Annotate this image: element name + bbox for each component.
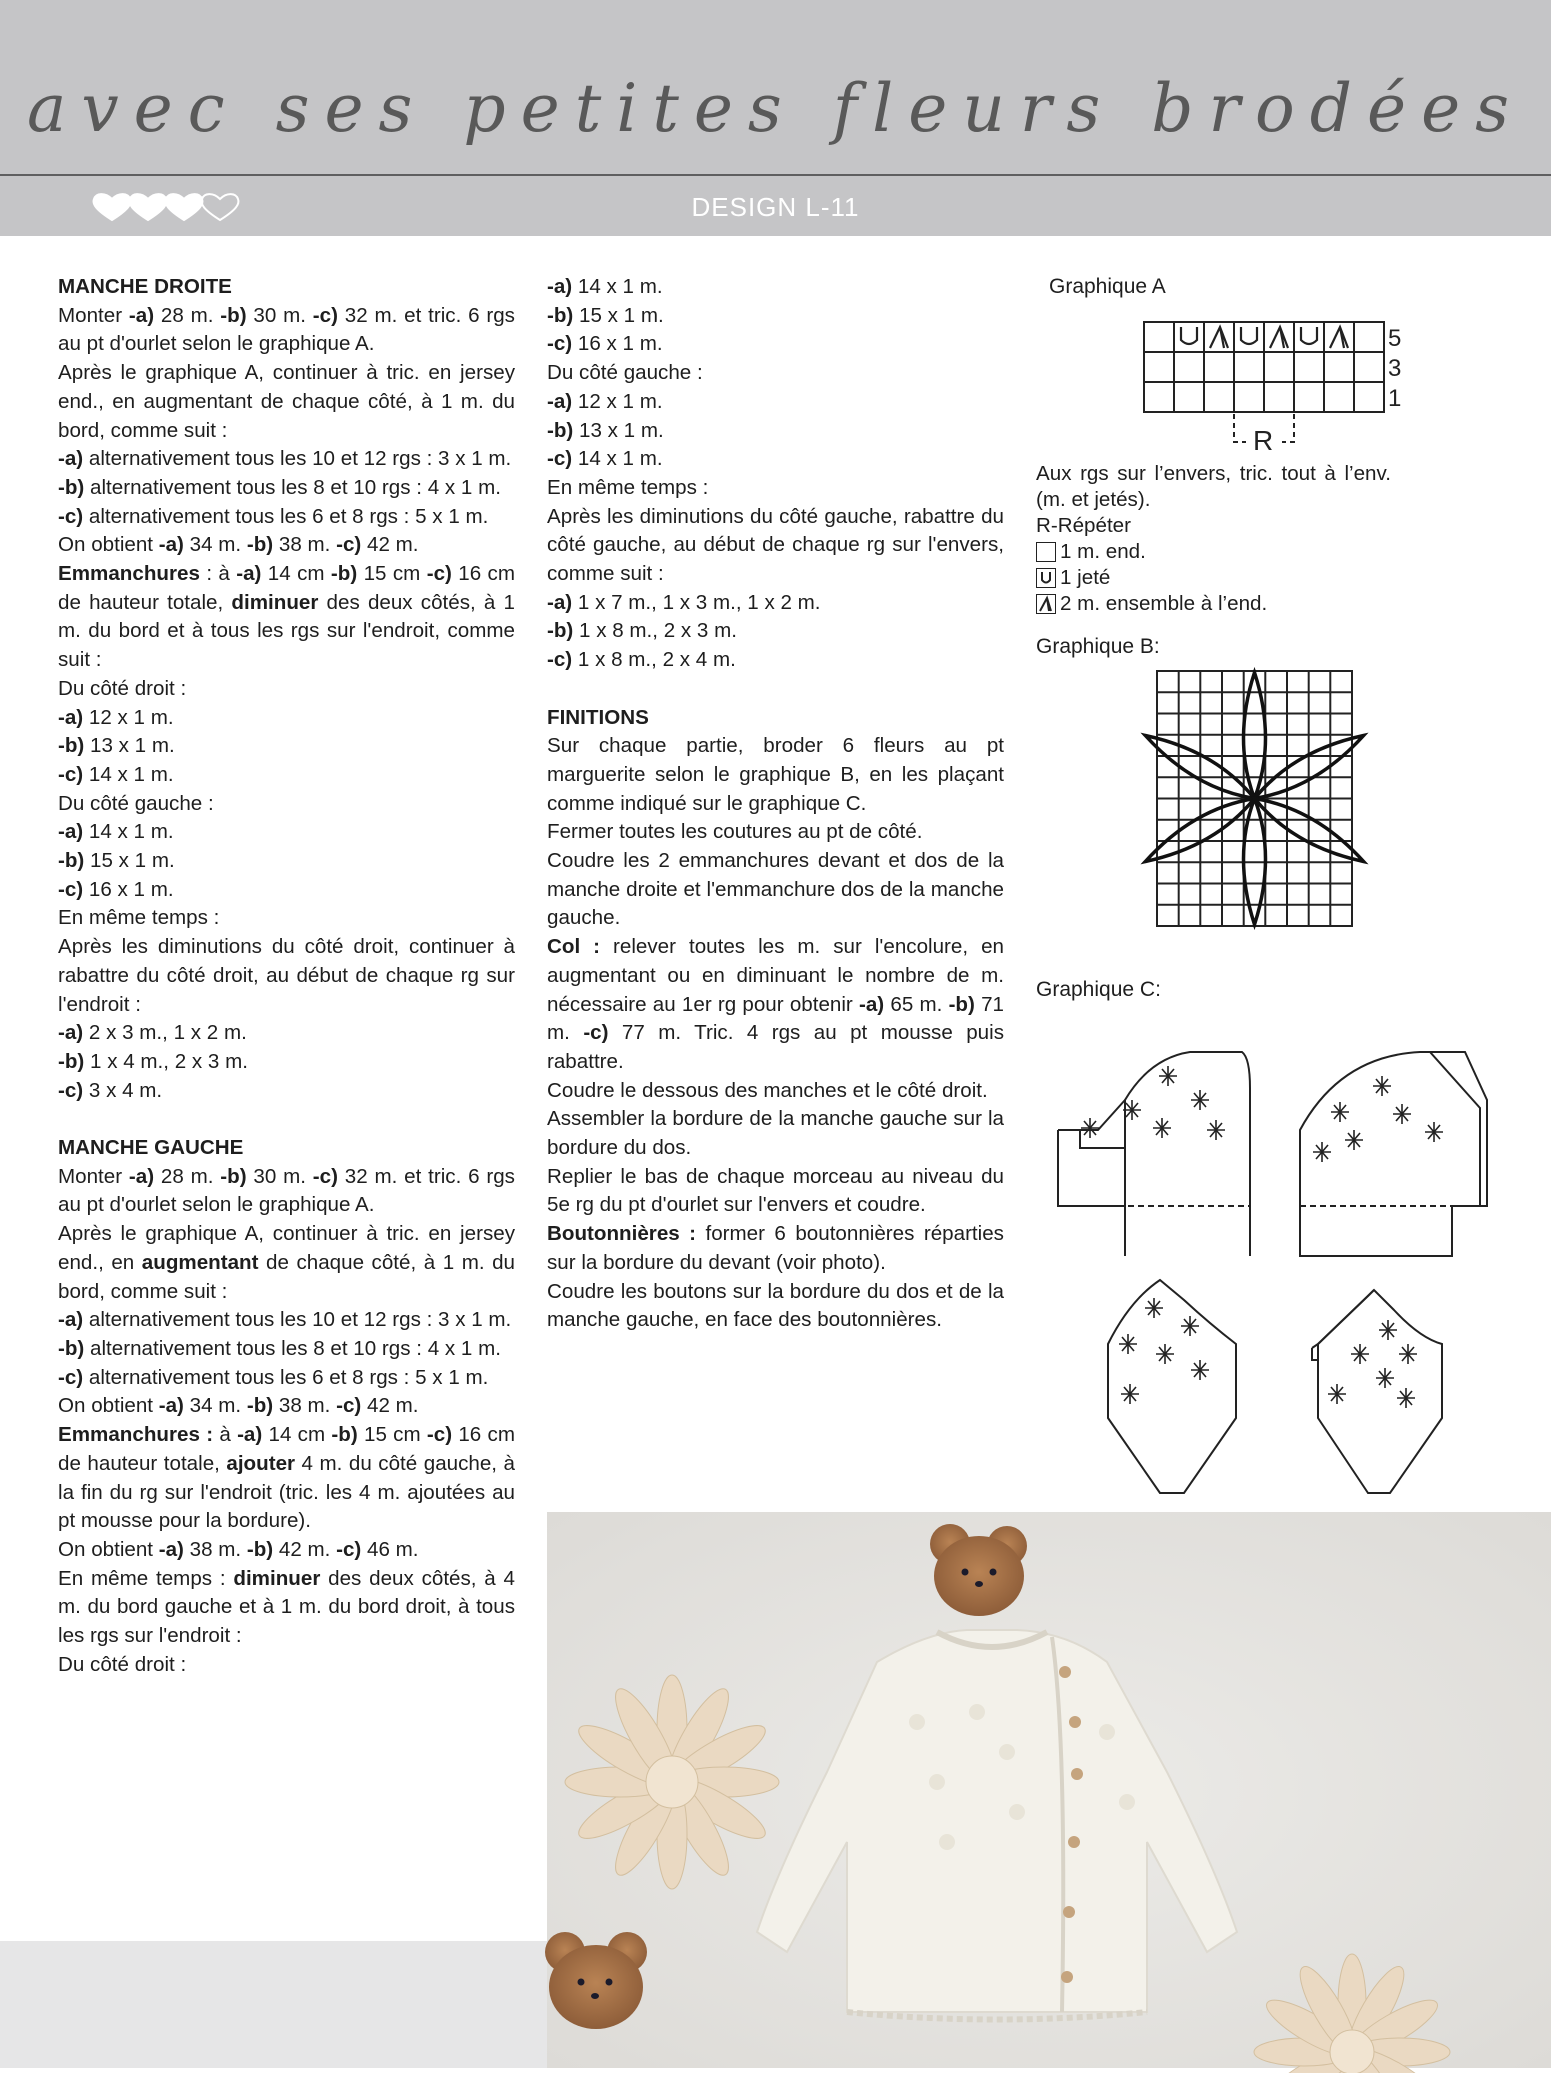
col1-paragraph: En même temps : [58,906,220,930]
page-title: avec ses petites fleurs brodées [26,70,1525,147]
col1-paragraph: MANCHE GAUCHE [58,1136,244,1160]
chart-a-row-5: 5 [1388,325,1402,352]
col1-paragraph: -b) 13 x 1 m. [58,734,175,758]
col1-paragraph: -a) 12 x 1 m. [58,705,174,729]
col2-paragraph: -c) 1 x 8 m., 2 x 4 m. [547,648,736,672]
col1-paragraph: Du côté gauche : [58,791,214,815]
col2-paragraph: Fermer toutes les coutures au pt de côté. [547,820,923,844]
col2-paragraph: Replier le bas de chaque morceau au niveau du 5e rg du pt d'ourlet sur l'envers et coudre. [547,1164,1004,1217]
knit-two-together-icon [1036,594,1056,614]
sleeve-piece-left [1108,1280,1236,1493]
col1-paragraph: Du côté droit : [58,1652,187,1676]
col2-paragraph: -b) 13 x 1 m. [547,418,664,442]
col1-paragraph: -a) alternativement tous les 10 et 12 rgs : 3 x 1 m. [58,1308,512,1332]
col1-paragraph: -b) 15 x 1 m. [58,849,175,873]
col2-paragraph: -c) 16 x 1 m. [547,332,663,356]
col2-paragraph: Col : relever toutes les m. sur l'encolure, en augmentant ou en diminuant le nombre de m. nécessaire au 1er rg pour obtenir -a) 65 m. -b) 71 m. -c) 77 m. Tric. 4 rgs au pt mousse puis rabattre. [547,935,1004,1073]
col1-paragraph: -b) alternativement tous les 8 et 10 rgs : 4 x 1 m. [58,1337,501,1360]
chart-a-repeat-label: R [1253,425,1274,456]
legend-k2tog: 2 m. ensemble à l’end. [1060,592,1268,615]
chart-b-flower-diagram [1155,669,1355,929]
col2-paragraph: Assembler la bordure de la manche gauche sur la bordure du dos. [547,1107,1004,1160]
col1-paragraph: Monter -a) 28 m. -b) 30 m. -c) 32 m. et tric. 6 rgs au pt d'ourlet selon le graphique A. [58,1164,515,1217]
col1-paragraph: -c) 16 x 1 m. [58,877,174,901]
footer-band [0,1941,547,2068]
chart-a-legend [1036,461,1391,617]
col2-paragraph: Du côté gauche : [547,361,703,385]
col1-paragraph: Emmanchures : à -a) 14 cm -b) 15 cm -c) 16 cm de hauteur totale, ajouter 4 m. du côté gauche, à la fin du rg sur l'endroit (tric. les 4 m. ajoutées au pt mousse pour la bordure). [58,1423,515,1533]
col2-paragraph: Coudre le dessous des manches et le côté droit. [547,1078,988,1102]
col1-paragraph: Monter -a) 28 m. -b) 30 m. -c) 32 m. et tric. 6 rgs au pt d'ourlet selon le graphique A. [58,303,515,356]
col1-paragraph: Après le graphique A, continuer à tric. en jersey end., en augmentant de chaque côté, à 1 m. du bord, comme suit : [58,361,515,442]
col2-paragraph: -b) 15 x 1 m. [547,303,664,327]
col1-paragraph: -c) alternativement tous les 6 et 8 rgs : 5 x 1 m. [58,504,489,528]
legend-intro: Aux rgs sur l’envers, tric. tout à l’env. (m. et jetés). [1036,462,1391,511]
col1-paragraph: On obtient -a) 38 m. -b) 42 m. -c) 46 m. [58,1537,419,1561]
sweater-photo [547,1512,1551,2068]
col1-paragraph: On obtient -a) 34 m. -b) 38 m. -c) 42 m. [58,1394,419,1418]
col1-paragraph: -c) 14 x 1 m. [58,762,174,786]
col1-paragraph: -a) alternativement tous les 10 et 12 rgs : 3 x 1 m. [58,447,512,471]
legend-repeat: R-Répéter [1036,514,1131,537]
col2-paragraph: -a) 14 x 1 m. [547,275,663,298]
col2-paragraph [547,675,1004,704]
col2-paragraph: Coudre les boutons sur la bordure du dos et de la manche gauche, en face des boutonnières. [547,1279,1004,1332]
col2-paragraph: FINITIONS [547,705,649,729]
knit-stitch-icon [1036,542,1056,562]
front-piece-left [1125,1052,1250,1256]
yarn-over-icon [1036,568,1056,588]
col1-paragraph: Après le graphique A, continuer à tric. en jersey end., en augmentant de chaque côté, à 1 m. du bord, comme suit : [58,1222,516,1303]
col2-paragraph: Boutonnières : former 6 boutonnières réparties sur la bordure du devant (voir photo). [547,1222,1004,1274]
col2-paragraph: -c) 14 x 1 m. [547,447,663,471]
col1-paragraph: -c) 3 x 4 m. [58,1078,163,1102]
chart-a-grid [1140,318,1402,456]
col2-paragraph: -a) 12 x 1 m. [547,389,663,413]
col1-paragraph: -a) 2 x 3 m., 1 x 2 m. [58,1021,247,1045]
col1-paragraph: -a) 14 x 1 m. [58,820,174,844]
col1-paragraph: En même temps : diminuer des deux côtés, à 4 m. du bord gauche et à 1 m. du bord droit, à tous les rgs sur l'endroit : [58,1566,516,1648]
chart-a-row-1: 1 [1388,385,1402,412]
col2-paragraph: -b) 1 x 8 m., 2 x 3 m. [547,619,737,643]
chart-c-garment-pieces [1050,1048,1490,1493]
col1-paragraph [58,1105,515,1134]
instructions-column-2 [547,273,1004,1335]
chart-c-title: Graphique C: [1036,978,1161,1001]
col1-paragraph: -c) alternativement tous les 6 et 8 rgs : 5 x 1 m. [58,1365,489,1389]
design-code: DESIGN L-11 [691,192,860,222]
legend-knit: 1 m. end. [1060,540,1146,563]
col2-paragraph: Après les diminutions du côté gauche, rabattre du côté gauche, au début de chaque rg sur l'envers, comme suit : [547,504,1004,586]
col1-paragraph: -b) alternativement tous les 8 et 10 rgs : 4 x 1 m. [58,475,501,499]
front-piece-right [1300,1052,1480,1256]
chart-a-row-3: 3 [1388,355,1402,382]
col1-paragraph: On obtient -a) 34 m. -b) 38 m. -c) 42 m. [58,533,419,557]
col1-paragraph: -b) 1 x 4 m., 2 x 3 m. [58,1049,248,1073]
col2-paragraph: -a) 1 x 7 m., 1 x 3 m., 1 x 2 m. [547,590,821,614]
col1-paragraph: MANCHE DROITE [58,275,232,298]
col2-paragraph: En même temps : [547,475,709,499]
col2-paragraph: Sur chaque partie, broder 6 fleurs au pt marguerite selon le graphique B, en les plaçant comme indiqué sur le graphique C. [547,734,1004,815]
col1-paragraph: Du côté droit : [58,676,187,700]
chart-a-title: Graphique A [1049,275,1166,298]
col1-paragraph: Emmanchures : à -a) 14 cm -b) 15 cm -c) 16 cm de hauteur totale, diminuer des deux côtés, à 1 m. du bord et à tous les rgs sur l'endroit, comme suit : [58,562,516,672]
col1-paragraph: Après les diminutions du côté droit, continuer à rabattre du côté droit, au début de chaque rg sur l'endroit : [58,935,515,1016]
instructions-column-1 [58,273,515,1679]
col2-paragraph: Coudre les 2 emmanchures devant et dos de la manche droite et l'emmanchure dos de la manche gauche. [547,849,1004,930]
chart-b-title: Graphique B: [1036,635,1160,658]
legend-yo: 1 jeté [1060,566,1111,589]
